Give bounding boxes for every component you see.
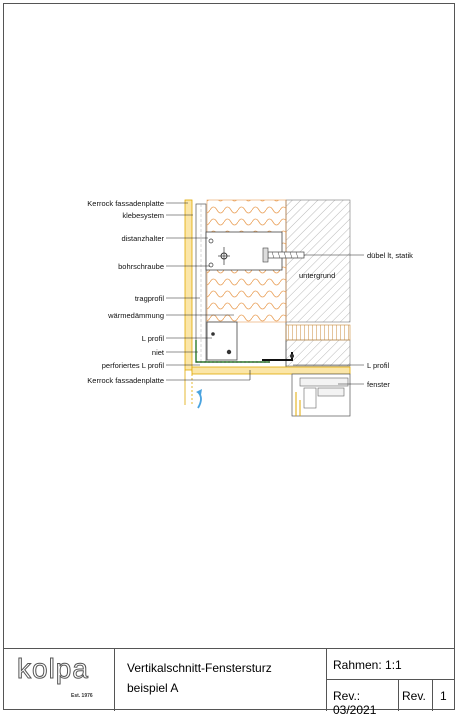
label-niet: niet [151, 348, 164, 357]
label-waermedaemmung: wärmedämmung [108, 311, 164, 320]
scale-cell [327, 649, 455, 680]
logo-est: Est. 1976 [71, 693, 93, 699]
label-untergrund: untergrund [299, 271, 336, 280]
revision-date-cell [327, 680, 399, 717]
drawing-subtitle: beispiel A [127, 681, 179, 695]
spacer-bracket [206, 232, 282, 270]
label-kerrock-top: Kerrock fassadenplatte [87, 199, 164, 208]
drawing-scale: Rahmen: 1:1 [333, 658, 402, 672]
rotation-arrow-icon [196, 389, 202, 408]
label-distanzhalter: distanzhalter [121, 234, 164, 243]
drawing-title: Vertikalschnitt-Fenstersturz [127, 661, 272, 675]
label-l-profil-left: L profil [141, 334, 164, 343]
rev-number: 1 [440, 689, 447, 703]
rev-number-cell [433, 680, 455, 711]
label-fenster: fenster [367, 380, 390, 389]
rev-label: Rev. [402, 689, 426, 703]
label-l-profil-right: L profil [367, 361, 390, 370]
label-kerrock-bottom: Kerrock fassadenplatte [87, 376, 164, 385]
label-tragprofil: tragprofil [134, 294, 164, 303]
window-frame [292, 374, 350, 416]
title-block [3, 648, 455, 717]
label-duebel: dübel lt, statik [367, 251, 413, 260]
rev-label-cell [399, 680, 433, 711]
label-klebesystem: klebesystem [122, 211, 164, 220]
title-cell [115, 649, 327, 711]
l-profile-bracket [207, 322, 237, 360]
kerrock-panel-soffit [192, 367, 350, 374]
label-perforiertes-l-profil: perforiertes L profil [101, 361, 164, 370]
kerrock-panel-vertical [185, 200, 192, 405]
logo-cell [3, 649, 115, 711]
kolpa-logo: kolpa [17, 653, 89, 684]
revision-date: Rev.: 03/2021 [333, 689, 377, 717]
label-bohrschraube: bohrschraube [118, 262, 164, 271]
wall-substrate [286, 200, 350, 368]
